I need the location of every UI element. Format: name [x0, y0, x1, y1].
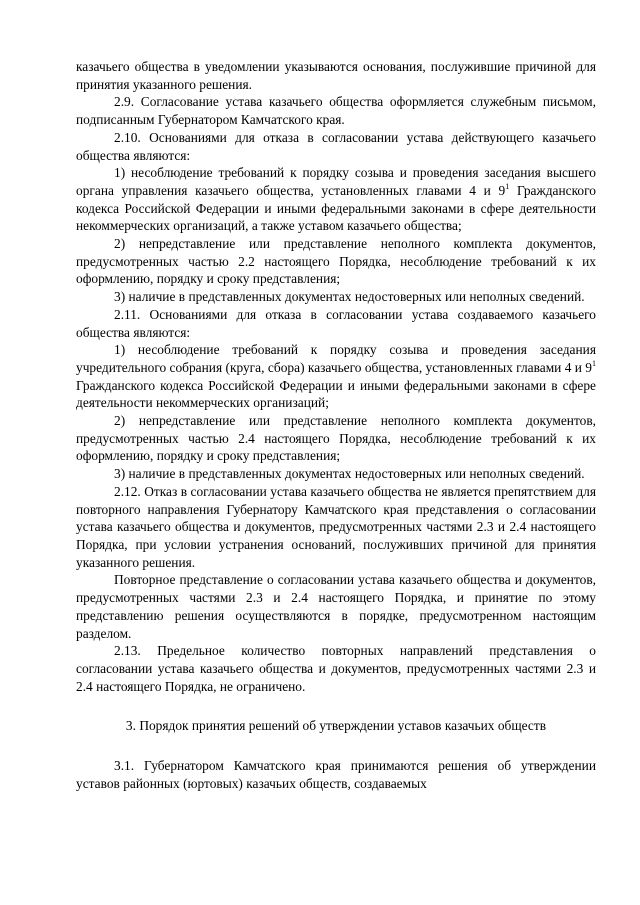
paragraph-2-12-second: Повторное представление о согласовании устава казачьего общества и документов, предусмотренных частями 2.3 и 2.4 настоящего Порядка, и принятие по этому представлению решения осуществляются в порядке, предусмотренном настоящим разделом. — [76, 572, 596, 641]
paragraph-2-11-item-3: 3) наличие в представленных документах недостоверных или неполных сведений. — [114, 466, 585, 482]
paragraph-text-part: 1) несоблюдение требований к порядку созыва и проведения заседания учредительного собрания (круга, сбора) казачьего общества, установленных главами 4 и 9 — [76, 342, 596, 375]
paragraph-text-part: 1) несоблюдение требований к порядку созыва и проведения заседания высшего органа управления казачьего общества, установленных главами 4 и 9 — [76, 165, 596, 198]
paragraph-2-11-item-2: 2) непредставление или представление неполного комплекта документов, предусмотренных частью 2.4 настоящего Порядка, несоблюдение требований к их оформлению, порядку и сроку представления; — [76, 413, 596, 464]
paragraph-continuation: казачьего общества в уведомлении указываются основания, послужившие причиной для принятия указанного решения. — [76, 59, 596, 92]
paragraph-2-10-item-3: 3) наличие в представленных документах недостоверных или неполных сведений. — [114, 289, 585, 305]
paragraph-2-11: 2.11. Основаниями для отказа в согласовании устава создаваемого казачьего общества являются: — [76, 306, 596, 340]
section-heading: 3. Порядок принятия решений об утверждении уставов казачьих обществ — [125, 718, 547, 734]
paragraph-2-10-item-2: 2) непредставление или представление неполного комплекта документов, предусмотренных частью 2.2 настоящего Порядка, несоблюдение требований к их оформлению, порядку и сроку представления; — [76, 236, 596, 287]
paragraph-text-part: Гражданского кодекса Российской Федерации и иными федеральными законами в сфере деятельности некоммерческих организаций, а также уставом казачьего общества; — [76, 182, 596, 234]
paragraph-2-9: 2.9. Согласование устава казачьего общества оформляется служебным письмом, подписанным Губернатором Камчатского края. — [76, 94, 596, 128]
paragraph-2-11-item-1 — [76, 341, 596, 412]
paragraph-2-13: 2.13. Предельное количество повторных направлений представления о согласовании устава казачьего общества и документов, предусмотренных частями 2.3 и 2.4 настоящего Порядка, не ограничено. — [76, 643, 596, 694]
superscript: 1 — [592, 358, 596, 368]
paragraph-2-10: 2.10. Основаниями для отказа в согласовании устава действующего казачьего общества являются: — [76, 129, 596, 163]
paragraph-3-1: 3.1. Губернатором Камчатского края принимаются решения об утверждении уставов районных (юртовых) казачьих обществ, создаваемых — [76, 758, 596, 791]
paragraph-2-12: 2.12. Отказ в согласовании устава казачьего общества не является препятствием для повторного направления Губернатору Камчатского края представления о согласовании устава казачьего общества и документов, предусмотренных частями 2.3 и 2.4 настоящего Порядка, при условии устранения оснований, послуживших причиной для принятия указанного решения. — [76, 483, 596, 570]
paragraph-text-part: Гражданского кодекса Российской Федерации и иными федеральными законами в сфере деятельности некоммерческих организаций; — [76, 377, 596, 411]
superscript: 1 — [505, 181, 510, 191]
paragraph-2-10-item-1 — [76, 164, 596, 235]
